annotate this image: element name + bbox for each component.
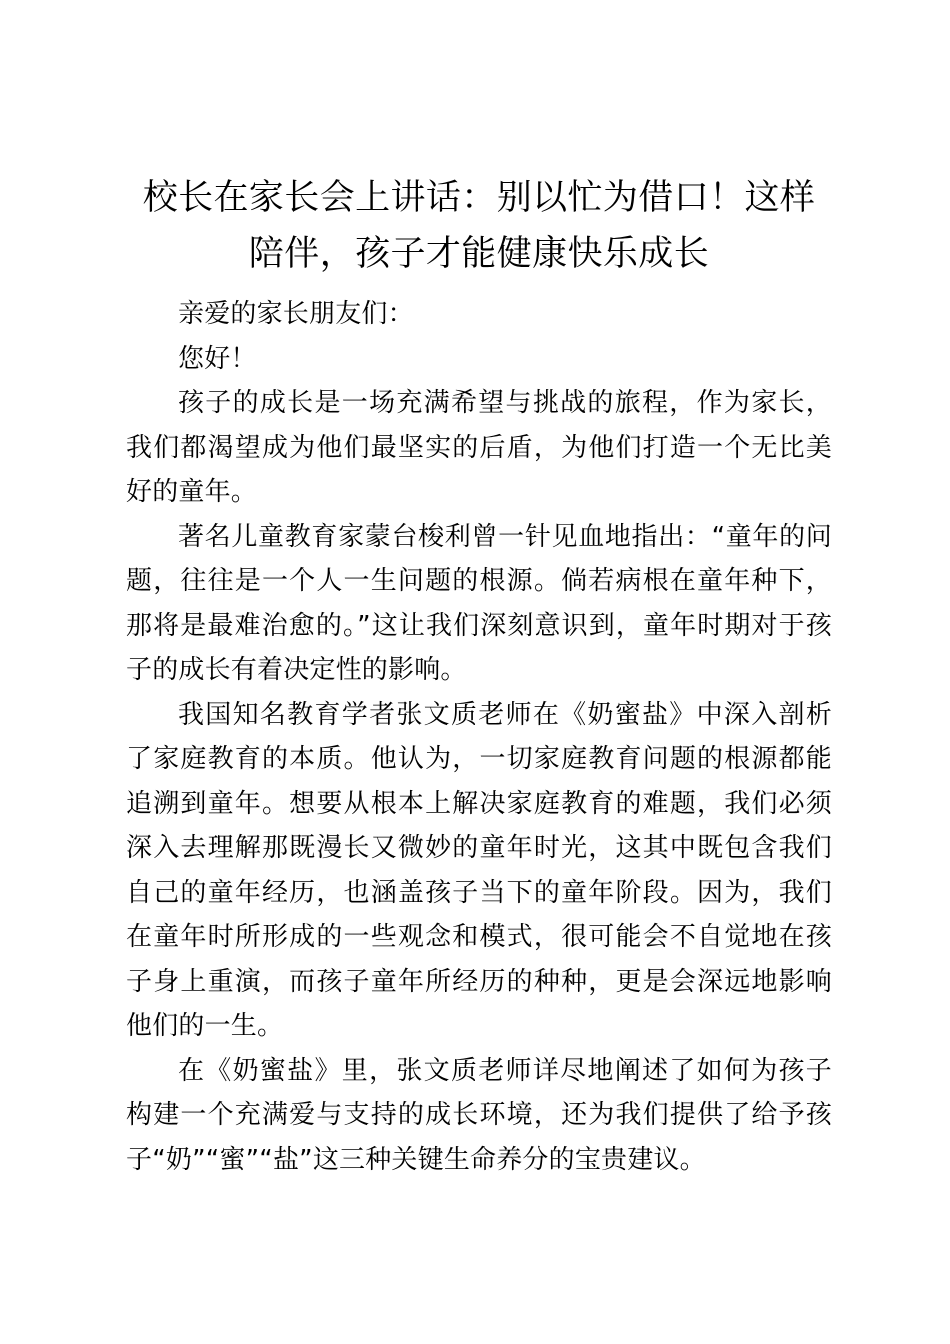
document-page [126,170,832,1182]
paragraph-intro: 孩子的成长是一场充满希望与挑战的旅程，作为家长，我们都渴望成为他们最坚实的后盾，为他们打造一个无比美好的童年。 [126,388,832,507]
salutation: 亲爱的家长朋友们： [178,299,414,329]
greeting: 您好！ [178,343,257,374]
paragraph-montessori: 著名儿童教育家蒙台梭利曾一针见血地指出：“童年的问题，往往是一个人一生问题的根源。倘若病根在童年种下，那将是最难治愈的。”这让我们深刻意识到，童年时期对于孩子的成长有着决定性的影响。 [126,521,832,685]
paragraph-milk-honey-salt: 在《奶蜜盐》里，张文质老师详尽地阐述了如何为孩子构建一个充满爱与支持的成长环境，还为我们提供了给予孩子“奶”“蜜”“盐”这三种关键生命养分的宝贵建议。 [126,1055,832,1175]
document-title: 校长在家长会上讲话：别以忙为借口！这样陪伴，孩子才能健康快乐成长 [142,178,816,274]
paragraph-zhang-wenzhi: 我国知名教育学者张文质老师在《奶蜜盐》中深入剖析了家庭教育的本质。他认为，一切家庭教育问题的根源都能追溯到童年。想要从根本上解决家庭教育的难题，我们必须深入去理解那既漫长又微妙的童年时光，这其中既包含我们自己的童年经历，也涵盖孩子当下的童年阶段。因为，我们在童年时所形成的一些观念和模式，很可能会不自觉地在孩子身上重演，而孩子童年所经历的种种，更是会深远地影响他们的一生。 [126,699,832,1041]
